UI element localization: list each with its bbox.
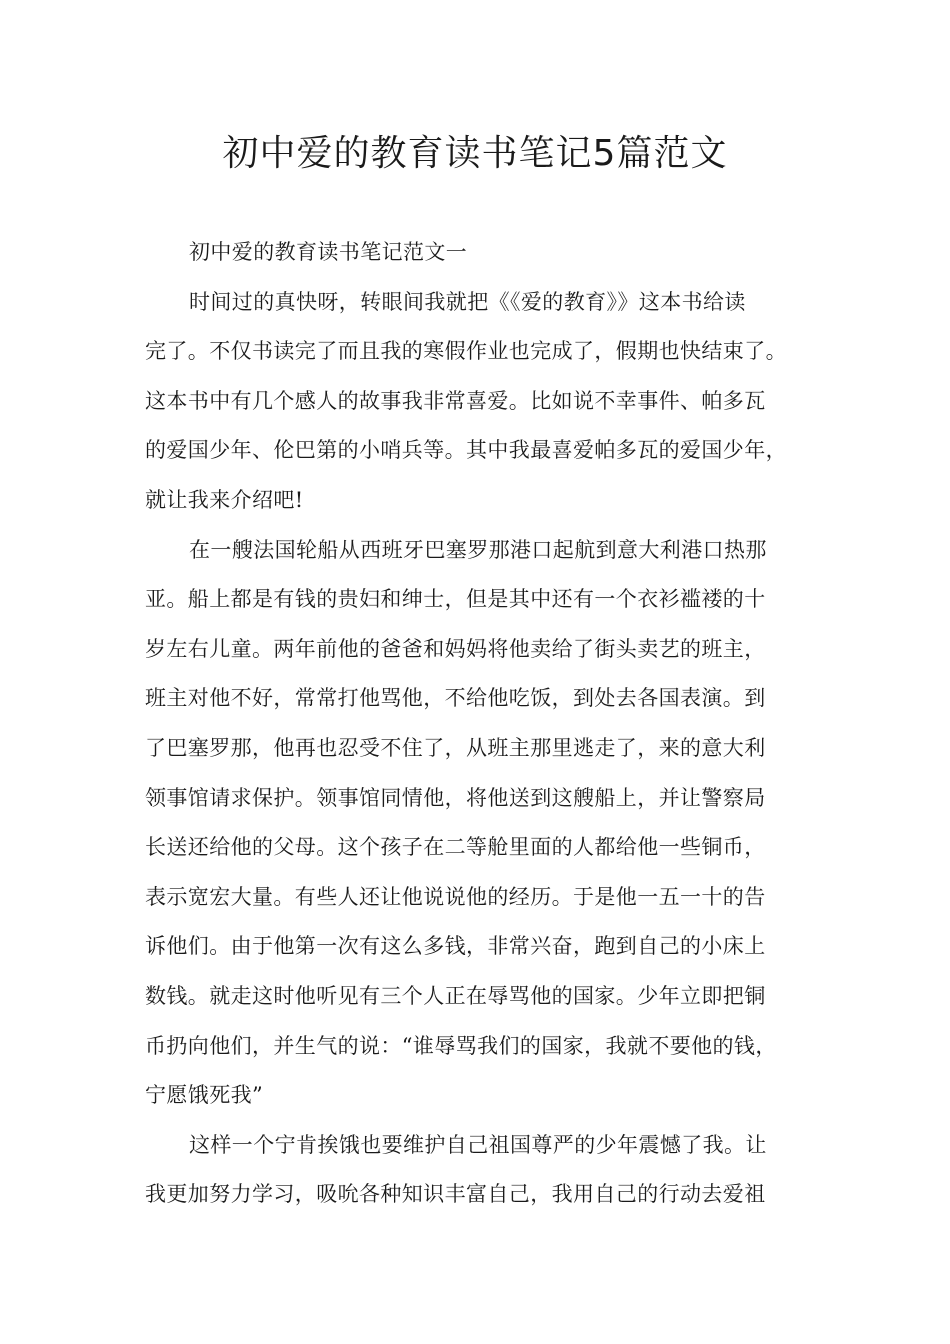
text-line: 这样一个宁肯挨饿也要维护自己祖国尊严的少年震憾了我。让 xyxy=(189,1132,767,1157)
text-line: 我更加努力学习，吸吮各种知识丰富自己，我用自己的行动去爱祖 xyxy=(145,1182,766,1207)
text-line: 时间过的真快呀，转眼间我就把《《爱的教育》》这本书给读 xyxy=(189,289,746,314)
text-line: 宁愿饿死我” xyxy=(145,1083,264,1108)
document-body xyxy=(145,228,825,1220)
text-line: 这本书中有几个感人的故事我非常喜爱。比如说不幸事件、帕多瓦 xyxy=(145,388,766,413)
text-line: 诉他们。由于他第一次有这么多钱，非常兴奋，跑到自己的小床上 xyxy=(145,934,766,959)
text-line: 班主对他不好，常常打他骂他，不给他吃饭，到处去各国表演。到 xyxy=(145,686,766,711)
text-line: 亚。船上都是有钱的贵妇和绅士，但是其中还有一个衣衫褴褛的十 xyxy=(145,587,766,612)
text-line: 完了。不仅书读完了而且我的寒假作业也完成了，假期也快结束了。 xyxy=(145,339,787,364)
text-line: 在一艘法国轮船从西班牙巴塞罗那港口起航到意大利港口热那 xyxy=(189,537,767,562)
text-line: 领事馆请求保护。领事馆同情他，将他送到这艘船上，并让警察局 xyxy=(145,785,766,810)
text-line: 长送还给他的父母。这个孩子在二等舱里面的人都给他一些铜币， xyxy=(145,835,766,860)
text-line: 初中爱的教育读书笔记范文一 xyxy=(189,240,468,264)
text-line: 表示宽宏大量。有些人还让他说说他的经历。于是他一五一十的告 xyxy=(145,884,766,909)
document-title: 初中爱的教育读书笔记5篇范文 xyxy=(222,133,728,174)
text-line: 数钱。就走这时他听见有三个人正在辱骂他的国家。少年立即把铜 xyxy=(145,983,766,1008)
text-line: 币扔向他们，并生气的说：“谁辱骂我们的国家，我就不要他的钱， xyxy=(145,1033,777,1058)
text-line: 就让我来介绍吧! xyxy=(145,487,304,512)
text-line: 的爱国少年、伦巴第的小哨兵等。其中我最喜爱帕多瓦的爱国少年， xyxy=(145,438,787,463)
text-line: 岁左右儿童。两年前他的爸爸和妈妈将他卖给了街头卖艺的班主， xyxy=(145,636,766,661)
text-line: 了巴塞罗那，他再也忍受不住了，从班主那里逃走了，来的意大利 xyxy=(145,735,766,760)
